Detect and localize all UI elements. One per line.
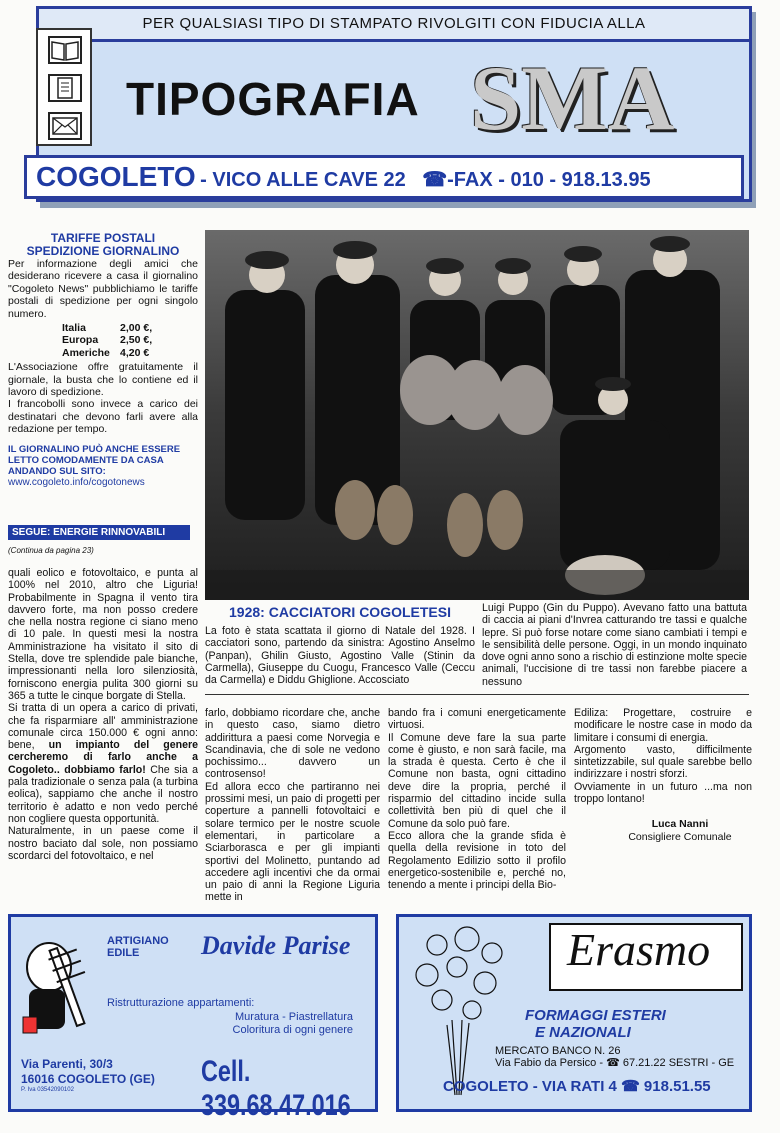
caption-title: 1928: CACCIATORI COGOLETESI bbox=[229, 604, 451, 620]
article-paragraph: Argomento vasto, difficilmente sintetizzabile, sul quale sarebbe bello indirizzare i nostri sforzi. bbox=[574, 743, 752, 781]
article-paragraph: Ovviamente in un futuro ...ma non troppo lontano! bbox=[574, 780, 752, 806]
article-paragraph: Ed allora ecco che partiranno nei prossimi mesi, un paio di progetti per coperture a pannelli fotovoltaici e solare termico per le nostre scuole elementari, in particolare a Sciarborasca e per gli impianti sportivi del Molinetto, puntando ad accedere agli incentivi che da ormai un paio di anni la Regione Liguria mette in bbox=[205, 780, 380, 904]
tariffe-title bbox=[8, 232, 198, 258]
erasmo-logo: Erasmo bbox=[567, 924, 711, 975]
caption-right: Luigi Puppo (Gin du Puppo). Avevano fatto una battuta di caccia ai piani d'Invrea catturando tre tassi e qualche lepre. Si può forse notare come siano cambiati i tempi e le sensibilità delle persone. Oggi, in un mondo inquinato dove ogni anno sono a rischio di estinzione molte specie animali, l'uccisione di tre tassi non farebbe piacere a nessuno bbox=[482, 602, 748, 688]
hunters-photo-image bbox=[205, 230, 749, 600]
tipografia-title: TIPOGRAFIA bbox=[126, 73, 420, 125]
envelope-icon bbox=[48, 112, 82, 140]
ad-parise bbox=[8, 914, 378, 1122]
article-column-4 bbox=[574, 707, 752, 805]
caption-divider bbox=[205, 694, 749, 695]
tariffe-title-2: SPEDIZIONE GIORNALINO bbox=[26, 244, 180, 258]
header-city: COGOLETO bbox=[36, 161, 196, 192]
tariffe-intro: Per informazione degli amici che desiderano ricevere a casa il giornalino "Cogoleto News" pubblichiamo le tariffe postali di spedizione per ogni singolo numero. bbox=[8, 258, 198, 320]
article-column-1 bbox=[8, 567, 198, 862]
parise-cell: Cell. 339.68.47.016 bbox=[201, 1055, 351, 1122]
tariffe-p3: I francobolli sono invece a carico dei destinatari che devono farli avere alla redazione per tempo. bbox=[8, 398, 198, 436]
signature-name: Luca Nanni bbox=[651, 818, 709, 830]
hunters-photo bbox=[205, 230, 749, 600]
article-paragraph: farlo, dobbiamo ricordare che, anche in questo caso, siamo dietro addirittura a paesi come Norvegia e Scandinavia, che di sole ne vedono pochissimo... davvero un controsenso! bbox=[205, 707, 380, 781]
header-strip: PER QUALSIASI TIPO DI STAMPATO RIVOLGITI CON FIDUCIA ALLA bbox=[36, 6, 752, 42]
article-paragraph: bando fra i comuni energeticamente virtuosi. bbox=[388, 707, 566, 732]
ad-erasmo bbox=[396, 914, 752, 1112]
article-column-2 bbox=[205, 707, 380, 904]
parise-trade: ARTIGIANO EDILE bbox=[107, 935, 169, 959]
article-paragraph: Ecco allora che la grande sfida è quella della revisione in toto del Regolamento Edilizio sotto il profilo energetico-sostenibile e, perché no, tenendo a mente i principi della Bio- bbox=[388, 829, 566, 892]
document-icon bbox=[48, 74, 82, 102]
tariffe-p2: L'Associazione offre gratuitamente il giornale, la busta che lo contiene ed il lavoro di spedizione. bbox=[8, 361, 198, 399]
header-street: - VICO ALLE CAVE 22 bbox=[200, 169, 406, 191]
erasmo-mercato: MERCATO BANCO N. 26 Via Fabio da Persico - ☎ 67.21.22 SESTRI - GE bbox=[495, 1045, 735, 1069]
parise-services: Muratura - Piastrellatura Coloritura di ogni genere bbox=[232, 1011, 353, 1036]
caption-left: La foto è stata scattata il giorno di Natale del 1928. I cacciatori sono, partendo da sinistra: Agostino Anselmo (Panpan), Ghilin Giusto, Agostino Valle (Stinin da Carmella), Giuseppe du Cuogu, Francesco Valle (Ceccu da Carmella) e Diddu Ghiglione. Accosciato bbox=[205, 625, 475, 687]
site-note: IL GIORNALINO PUÒ ANCHE ESSERE LETTO COMODAMENTE DA CASA ANDANDO SUL SITO: bbox=[8, 443, 181, 477]
parise-name: Davide Parise bbox=[201, 931, 351, 960]
article-signature bbox=[610, 818, 750, 843]
continua-note: (Continua da pagina 23) bbox=[8, 546, 94, 555]
tariffe-title-1: TARIFFE POSTALI bbox=[50, 231, 156, 245]
parise-address: Via Parenti, 30/3 16016 COGOLETO (GE) P. Iva 03542090102 bbox=[21, 1057, 155, 1093]
worker-icon bbox=[19, 927, 99, 1047]
article-column-3 bbox=[388, 707, 566, 891]
erasmo-address: COGOLETO - VIA RATI 4 ☎ 918.51.55 bbox=[443, 1078, 711, 1095]
sma-logo: SMA bbox=[470, 47, 675, 149]
rate-row: Europa 2,50 €, bbox=[62, 334, 153, 347]
rate-row: Americhe 4,20 € bbox=[62, 346, 150, 359]
article-paragraph: Il Comune deve fare la sua parte come è giusto, e non sarà facile, ma la strada è questa. Certo è che il Comune non basta, ogni cittadino deve dire la propria, perché il risparmio del cittadino incide sulla collettività ben più di quel che il Comune da solo può fare. bbox=[388, 731, 566, 830]
article-paragraph: Ediliza: Progettare, costruire e modificare le nostre case in modo da limitare i consumi di energia. bbox=[574, 707, 752, 744]
tariffe-box bbox=[8, 232, 198, 489]
article-highlight: un impianto del genere cercheremo di farlo anche a Cogoleto.. dobbiamo farlo! bbox=[8, 739, 198, 776]
tariffe-rates bbox=[62, 322, 198, 359]
article-paragraph: Naturalmente, in un paese come il nostro baciato dal sole, non possiamo scordarci del fotovoltaico, e nel bbox=[8, 825, 198, 862]
erasmo-products: FORMAGGI ESTERI E NAZIONALI bbox=[525, 1007, 666, 1041]
signature-role: Consigliere Comunale bbox=[628, 830, 732, 843]
rate-row: Italia 2,00 €, bbox=[62, 322, 153, 335]
segue-header: SEGUE: ENERGIE RINNOVABILI bbox=[8, 525, 190, 540]
book-icon bbox=[48, 36, 82, 64]
header-fax: ☎-FAX - 010 - 918.13.95 bbox=[422, 169, 651, 191]
parise-ristrutturazione: Ristrutturazione appartamenti: bbox=[107, 997, 255, 1009]
site-url[interactable]: www.cogoleto.info/cogotonews bbox=[8, 476, 145, 488]
header-address bbox=[36, 161, 651, 193]
article-paragraph: Si tratta di un opera a carico di privati, che fa risparmiare all' amministrazione comunale circa 150.000 € ogni anno: bene, un impianto del genere cercheremo di farlo anche a Cogoleto.. dobbiamo farlo! Che sia a pala tradizionale o senza pala (a turbina eolica), sappiamo che anche il nostro territorio è adatto e non vedo perché non cogliere questa opportunità. bbox=[8, 702, 198, 825]
article-paragraph: quali eolico e fotovoltaico, e punta al 100% nel 2010, altro che Liguria! Probabilmente in Spagna il vento tira davvero forte, ma non posso credere che nella nostra regione ci siano meno di 10 pale. In questi mesi la nostra Amministrazione ha visitato il sito di Stella, dove tre splendide pale bianche, impressionanti nella loro silenziosità, forniscono energia pulita 300 giorni su 365 a tutte le cinque borgate di Stella. bbox=[8, 567, 198, 702]
header-icons bbox=[36, 28, 92, 146]
